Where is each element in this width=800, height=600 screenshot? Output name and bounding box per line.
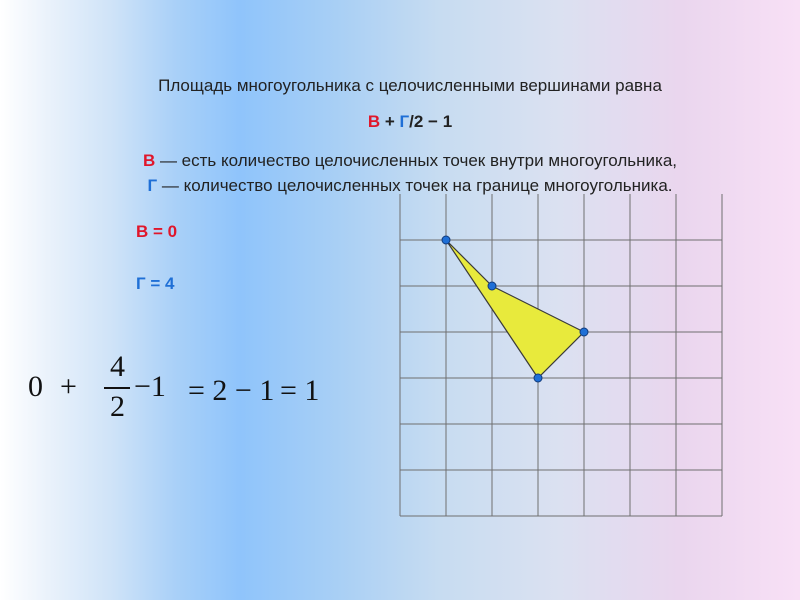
definition-b-letter: В — [142, 151, 156, 170]
definition-g-text: — количество целочисленных точек на границе многоугольника. — [157, 176, 673, 195]
vertex-point — [442, 236, 450, 244]
calc-eq1: = 2 − 1 — [188, 374, 275, 407]
lattice-grid — [398, 194, 728, 520]
formula-g: Г — [399, 112, 410, 131]
formula-plus: + — [380, 112, 400, 131]
g-value: Г = 4 — [136, 274, 175, 293]
pick-formula — [0, 112, 800, 132]
definition-g-letter: Г — [147, 176, 158, 195]
heading: Площадь многоугольника с целочисленными вершинами равна — [158, 76, 662, 95]
calc-plus: + — [60, 370, 77, 403]
vertex-point — [534, 374, 542, 382]
definition-b-text: — есть количество целочисленных точек внутри многоугольника, — [155, 151, 678, 170]
vertex-point — [580, 328, 588, 336]
polygon-shape — [446, 240, 584, 378]
calculation — [28, 352, 338, 432]
calc-eq2: = 1 — [280, 374, 320, 407]
fraction-bar — [104, 387, 130, 389]
definition-b — [0, 151, 800, 171]
calc-zero: 0 — [28, 370, 43, 403]
definition-g — [0, 176, 800, 196]
calc-minus-one: −1 — [134, 370, 166, 403]
formula-rest: /2 − 1 — [409, 112, 453, 131]
vertex-point — [488, 282, 496, 290]
calc-numerator: 4 — [110, 350, 125, 383]
formula-b: В — [367, 112, 381, 131]
calc-denominator: 2 — [110, 390, 125, 423]
b-value: В = 0 — [136, 222, 178, 241]
